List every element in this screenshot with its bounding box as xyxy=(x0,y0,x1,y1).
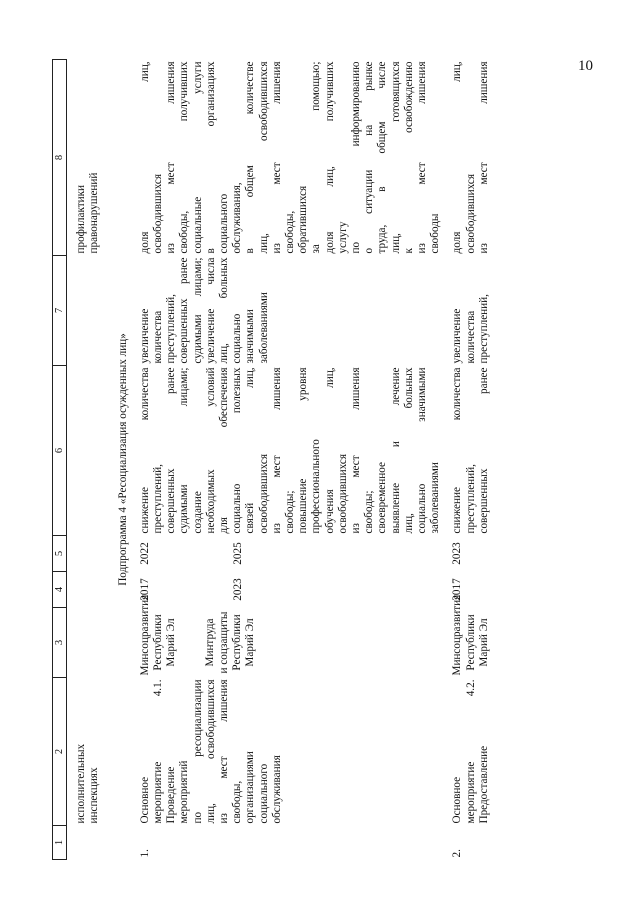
table-row xyxy=(443,60,492,860)
text-line: за помощью; xyxy=(310,61,323,254)
text-line: Республики xyxy=(230,614,243,671)
text-line: социальные услуги xyxy=(191,61,204,254)
text-line: свободы; xyxy=(363,490,376,534)
text-line: из мест лишения xyxy=(270,367,283,534)
consequences xyxy=(138,256,444,366)
text-line: необходимых условий xyxy=(204,367,217,534)
text-line: из мест лишения xyxy=(350,367,363,534)
text-line: исполнительных xyxy=(75,743,88,824)
text-line: преступлений, xyxy=(152,464,165,534)
text-line: количества xyxy=(464,310,477,364)
year-end xyxy=(138,536,444,572)
text-line: мероприятие 4.1. xyxy=(152,679,165,824)
text-line: свободы; xyxy=(284,490,297,534)
text-line: Марий Эл xyxy=(477,618,490,667)
executor xyxy=(138,594,444,678)
text-line: совершенных ранее xyxy=(178,257,191,364)
text-line: Основное xyxy=(451,776,464,824)
column-number-header xyxy=(53,60,67,860)
indicator xyxy=(138,60,444,256)
text-line: из мест лишения xyxy=(477,61,490,254)
page-number: 10 xyxy=(578,58,593,74)
year-start xyxy=(138,572,444,608)
text-line: преступлений, xyxy=(477,294,490,364)
subprogram-title: Подпрограмма 4 «Ресоциализация осужденных лиц» xyxy=(116,333,129,586)
text-line: заболеваниями xyxy=(429,462,442,534)
text-line: инспекциях xyxy=(88,767,101,824)
row-number: 1. xyxy=(138,849,151,858)
text-line: снижение количества xyxy=(451,367,464,534)
header-cell: 6 xyxy=(53,366,67,536)
text-line: преступлений, xyxy=(464,464,477,534)
text-line: увеличение xyxy=(138,308,151,364)
text-line: повышение уровня xyxy=(297,367,310,534)
text-line: совершенных ранее xyxy=(165,367,178,534)
text-line: увеличение числа xyxy=(204,257,217,364)
expected-result xyxy=(138,366,444,536)
text-line: организациями xyxy=(244,751,257,824)
text-line: Предоставление xyxy=(477,745,490,824)
text-line: обучения лиц, xyxy=(323,367,336,534)
text-line: связей лиц, xyxy=(244,367,257,534)
text-line: обслуживания, xyxy=(231,182,244,254)
subprogram-row xyxy=(103,60,138,860)
text-line: Минтруда xyxy=(204,618,217,667)
text-line: преступлений, xyxy=(165,294,178,364)
activity-name xyxy=(138,678,444,826)
text-line: лиц, больных xyxy=(402,367,415,534)
header-cell: 4 xyxy=(53,572,67,608)
text-line: лиц, освободившихся xyxy=(257,61,270,254)
text-line: социально значимыми xyxy=(416,367,429,534)
text-line: лиц, готовящихся xyxy=(389,61,402,254)
text-line: из мест лишения xyxy=(270,61,283,254)
text-line: социально полезных xyxy=(231,367,244,534)
year-start: 2017 xyxy=(451,578,464,601)
continued-col8 xyxy=(67,60,103,256)
text-line: освободившихся xyxy=(336,453,349,534)
year-start-b: 2023 xyxy=(232,578,245,601)
executor-a xyxy=(138,594,179,676)
text-line: доля лиц, xyxy=(451,61,464,254)
table-row xyxy=(138,60,444,860)
header-cell: 5 xyxy=(53,536,67,572)
text-line: о ситуации на рынке xyxy=(363,61,376,254)
text-line: из мест лишения xyxy=(165,61,178,254)
text-line: свободы, xyxy=(284,210,297,254)
text-line: свободы, получивших xyxy=(178,61,191,254)
text-line: Основное xyxy=(138,776,151,824)
text-line: своевременное xyxy=(376,462,389,534)
text-line: мероприятий xyxy=(178,760,191,824)
text-line: создание xyxy=(191,491,204,534)
text-line: социального xyxy=(218,193,231,254)
text-line: обратившихся xyxy=(297,185,310,254)
text-line: доля лиц, получивших xyxy=(323,61,336,254)
continued-col2 xyxy=(67,678,103,826)
text-line: социального xyxy=(257,763,270,824)
header-cell: 7 xyxy=(53,256,67,366)
year-end-b: 2025 xyxy=(232,542,245,565)
text-line: из мест лишения xyxy=(416,61,429,254)
text-line: совершенных ранее xyxy=(477,367,490,534)
text-line: социально xyxy=(231,313,244,364)
header-cell: 3 xyxy=(53,608,67,678)
executor xyxy=(443,594,492,678)
text-line: Минсоцразвития xyxy=(138,594,151,676)
text-line: значимыми xyxy=(244,309,257,364)
text-line: количества xyxy=(152,310,165,364)
text-line: труда, в общем числе xyxy=(376,61,389,254)
text-line: судимыми лицами; xyxy=(191,257,204,364)
text-line: услугу xyxy=(336,221,349,254)
text-line: к освобождению xyxy=(402,61,415,254)
executor-b xyxy=(204,610,257,676)
text-line: в общем количестве xyxy=(244,61,257,254)
text-line: Проведение xyxy=(165,766,178,824)
text-line: лиц, больных xyxy=(218,257,231,364)
landscape-table-sheet xyxy=(52,60,592,860)
year-start-a: 2017 xyxy=(138,578,151,601)
text-line: свободы, xyxy=(231,780,244,824)
program-table xyxy=(52,59,492,860)
text-line: освободившихся xyxy=(152,173,165,254)
text-line: лиц, освободившихся xyxy=(204,679,217,824)
text-line: обслуживания xyxy=(270,755,283,824)
text-line: мероприятие 4.2. xyxy=(464,679,477,824)
text-line: Минсоцразвития xyxy=(451,594,464,676)
text-line: свободы xyxy=(429,213,442,254)
text-line: для обеспечения xyxy=(218,367,231,534)
text-line: Марий Эл xyxy=(244,618,257,667)
header-cell: 2 xyxy=(53,678,67,826)
text-line: и соцзащиты xyxy=(217,611,230,674)
text-line: выявление и лечение xyxy=(389,367,402,534)
text-line: снижение количества xyxy=(138,367,151,534)
text-line: правонарушений xyxy=(88,172,101,254)
activity-name xyxy=(443,678,492,826)
continued-row xyxy=(67,60,103,860)
text-line: освободившихся xyxy=(464,173,477,254)
consequences xyxy=(443,256,492,366)
text-line: доля лиц, xyxy=(138,61,151,254)
text-line: увеличение xyxy=(451,308,464,364)
year-end: 2023 xyxy=(451,542,464,565)
header-cell: 1 xyxy=(53,826,67,860)
text-line: освободившихся xyxy=(257,453,270,534)
expected-result xyxy=(443,366,492,536)
text-line: Республики xyxy=(464,614,477,671)
year-end-a: 2022 xyxy=(138,542,151,565)
indicator xyxy=(443,60,492,256)
text-line: из мест лишения xyxy=(218,679,231,824)
text-line: судимыми лицами; xyxy=(178,367,191,534)
header-cell: 8 xyxy=(53,60,67,256)
text-line: профессионального xyxy=(310,439,323,534)
text-line: по ресоциализации xyxy=(191,679,204,824)
text-line: Марий Эл xyxy=(165,618,178,667)
text-line: в организациях xyxy=(204,61,217,254)
text-line: Республики xyxy=(152,614,165,671)
text-line: по информированию xyxy=(350,61,363,254)
text-line: профилактики xyxy=(75,184,88,254)
row-number: 2. xyxy=(451,849,464,858)
text-line: заболеваниями xyxy=(257,292,270,364)
